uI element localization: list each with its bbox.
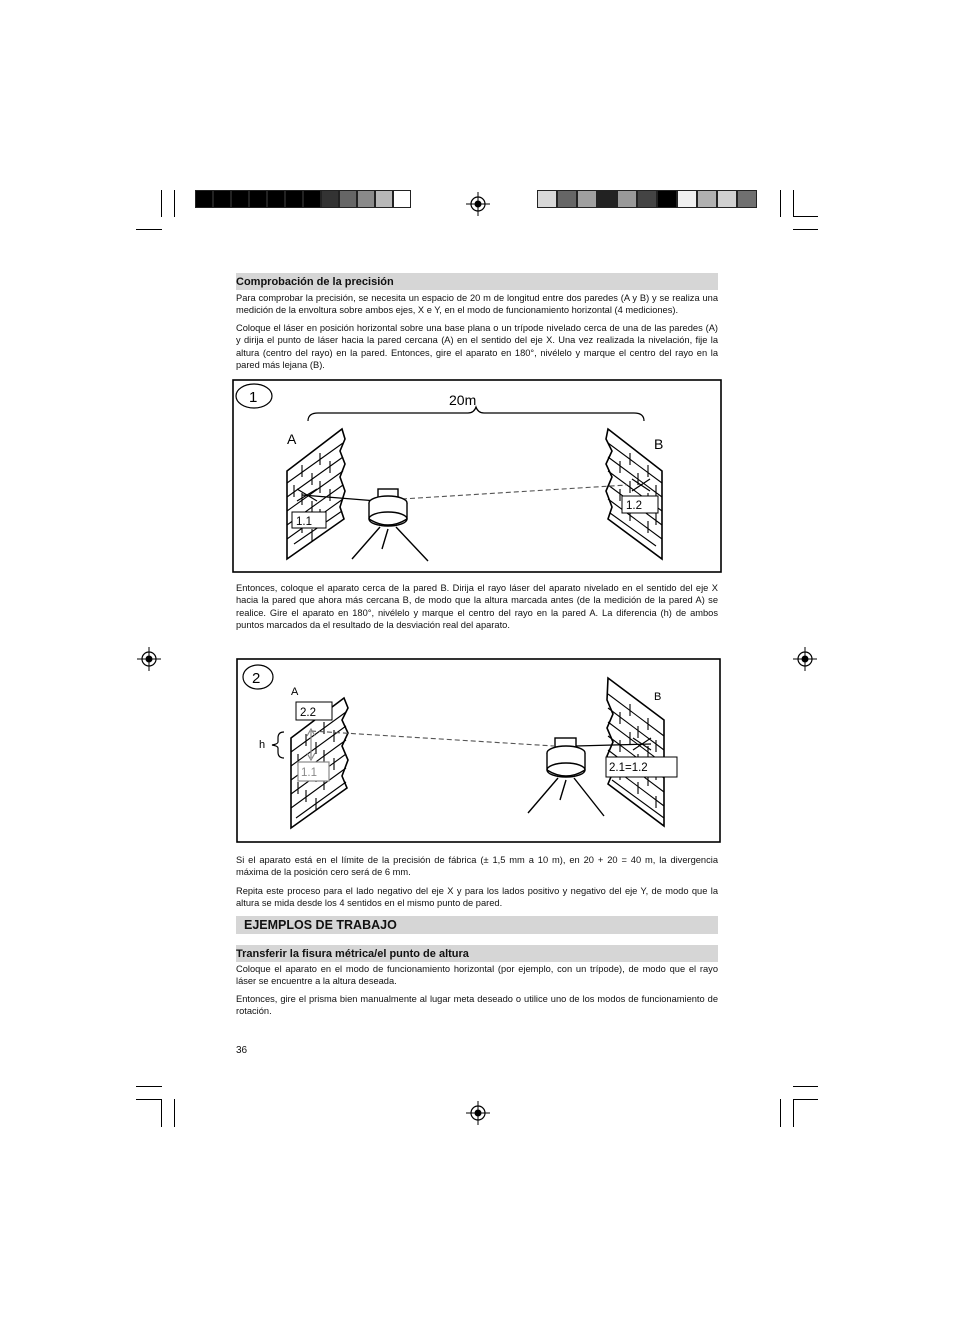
color-swatch <box>577 190 597 208</box>
figure-2 <box>236 658 722 844</box>
mark-label-1-1: 1.1 <box>296 516 312 528</box>
color-swatch <box>537 190 557 208</box>
section-title-transfer: Transferir la fisura métrica/el punto de altura <box>236 945 718 962</box>
color-swatch <box>717 190 737 208</box>
page-number: 36 <box>236 1045 248 1056</box>
registration-mark-icon <box>466 192 490 216</box>
color-swatch <box>339 190 357 208</box>
color-swatch <box>213 190 231 208</box>
color-swatch <box>357 190 375 208</box>
paragraph: Entonces, gire el prisma bien manualmente al lugar meta deseado o utilice uno de los modos de funcionamiento de rotación. <box>236 994 718 1017</box>
paragraph: Coloque el aparato en el modo de funcionamiento horizontal (por ejemplo, con un trípode), de modo que el rayo láser se encuentre a la altura deseada. <box>236 964 718 987</box>
figure-number: 2 <box>252 670 261 687</box>
wall-label-b: B <box>654 691 662 703</box>
color-swatch <box>375 190 393 208</box>
color-swatch <box>267 190 285 208</box>
registration-mark-icon <box>137 647 161 671</box>
color-swatch <box>195 190 213 208</box>
color-swatch <box>597 190 617 208</box>
color-swatch <box>249 190 267 208</box>
mark-label-1-1: 1.1 <box>301 767 317 779</box>
wall-label-a: A <box>291 686 299 698</box>
color-swatch <box>393 190 411 208</box>
registration-mark-icon <box>466 1101 490 1125</box>
figure-number: 1 <box>249 389 258 406</box>
color-swatch <box>285 190 303 208</box>
color-swatch <box>637 190 657 208</box>
color-swatch <box>617 190 637 208</box>
paragraph: Coloque el láser en posición horizontal sobre una base plana o un trípode nivelado cerca de una de las paredes (A) y dirija el punto de láser hacia la pared cercana (A) en el sentido del eje X. Una vez realizada la nivelación, fije la altura (centro del rayo) en la pared. Entonces, gire el aparato en 180°, nivélelo y marque el centro del rayo en la pared más lejana (B). <box>236 323 718 370</box>
wall-label-b: B <box>654 436 664 452</box>
height-label: h <box>259 739 266 751</box>
paragraph: Si el aparato está en el límite de la precisión de fábrica (± 1,5 mm a 10 m), en 20 + 20 = 40 m, la divergencia máxima de la posición cero será de 6 mm. <box>236 855 718 878</box>
color-swatch <box>321 190 339 208</box>
registration-mark-icon <box>793 647 817 671</box>
section-title-examples: EJEMPLOS DE TRABAJO <box>236 916 718 934</box>
wall-label-a: A <box>287 431 297 447</box>
color-swatch <box>557 190 577 208</box>
color-bar-left <box>195 190 411 210</box>
paragraph: Entonces, coloque el aparato cerca de la pared B. Dirija el rayo láser del aparato nivelado en el sentido del eje X hacia la pared que ahora más cercana B, de modo que la altura marcada antes (de la medición de la pared A) se realice. Gire el aparato en 180°, nivélelo y marque el centro del rayo en la pared A. La diferencia (h) de ambos puntos marcados da el resultado de la desviación real del aparato. <box>236 583 718 630</box>
paragraph: Repita este proceso para el lado negativo del eje X y para los lados positivo y negativo del eje Y, de modo que la altura se mida desde los 4 sentidos en el mismo punto de pared. <box>236 886 718 909</box>
mark-label-2-1: 2.1=1.2 <box>609 762 648 774</box>
mark-label-1-2: 1.2 <box>626 500 642 512</box>
section-title-precision: Comprobación de la precisión <box>236 273 718 290</box>
color-swatch <box>303 190 321 208</box>
paragraph: Para comprobar la precisión, se necesita un espacio de 20 m de longitud entre dos paredes (A y B) y se realiza una medición de la envoltura sobre ambos ejes, X e Y, en el modo de funcionamiento horizontal (4 mediciones). <box>236 293 718 316</box>
mark-label-2-2: 2.2 <box>300 707 316 719</box>
figure-1 <box>232 379 722 573</box>
color-swatch <box>677 190 697 208</box>
color-swatch <box>231 190 249 208</box>
color-swatch <box>697 190 717 208</box>
distance-label: 20m <box>449 392 477 408</box>
color-bar-right <box>537 190 757 210</box>
color-swatch <box>657 190 677 208</box>
color-swatch <box>737 190 757 208</box>
